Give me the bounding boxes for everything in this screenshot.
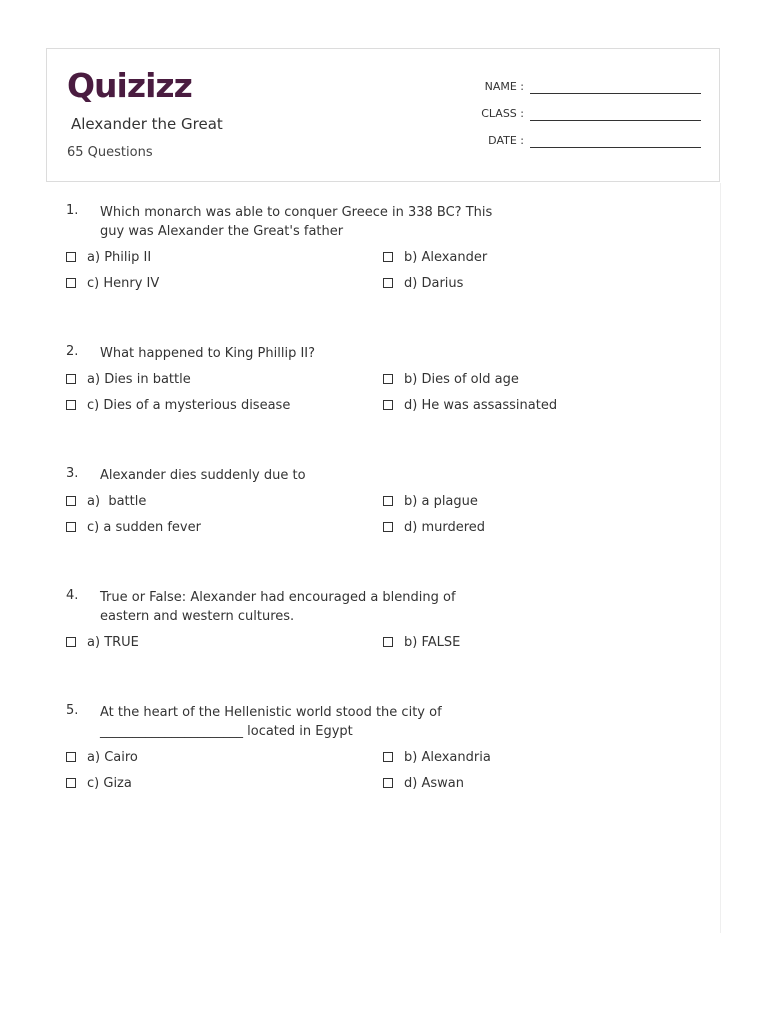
checkbox[interactable] [66,496,76,506]
checkbox[interactable] [383,752,393,762]
option-a[interactable] [66,492,146,510]
class-label: CLASS : [481,107,524,120]
worksheet-title: Alexander the Great [71,115,223,133]
name-field[interactable] [447,80,702,100]
option-text: He was assassinated [421,397,558,413]
checkbox[interactable] [66,400,76,410]
option-d[interactable] [383,396,557,414]
checkbox[interactable] [66,374,76,384]
name-label: NAME : [484,80,524,93]
option-text: Alexander [421,249,488,265]
quizizz-logo [67,67,199,107]
option-text: Philip II [104,249,152,265]
option-a[interactable] [66,748,138,766]
option-letter: b) [404,371,418,387]
option-letter: d) [404,397,418,413]
checkbox[interactable] [66,522,76,532]
page-edge-line [720,183,721,933]
option-text: Dies of old age [421,371,519,387]
checkbox[interactable] [383,637,393,647]
option-text: Henry IV [103,275,160,291]
option-a[interactable] [66,633,139,651]
question-text: True or False: Alexander had encouraged a blending of eastern and western cultures. [100,590,456,624]
option-letter: b) [404,634,418,650]
option-text: Giza [103,775,132,791]
checkbox[interactable] [66,778,76,788]
option-letter: d) [404,775,418,791]
option-text: Dies in battle [104,371,191,387]
option-d[interactable] [383,774,464,792]
question-number: 1. [66,203,79,218]
checkbox[interactable] [383,278,393,288]
date-label: DATE : [488,134,524,147]
option-text: a plague [421,493,478,509]
option-a[interactable] [66,370,191,388]
option-letter: c) [87,397,100,413]
option-b[interactable] [383,370,519,388]
logo-wordmark: Quizizz [67,67,192,105]
name-line[interactable] [530,93,701,94]
option-b[interactable] [383,248,487,266]
date-field[interactable] [447,134,702,154]
option-text: Alexandria [421,749,491,765]
option-letter: a) [87,371,101,387]
option-c[interactable] [66,274,159,292]
option-b[interactable] [383,748,491,766]
date-line[interactable] [530,147,701,148]
option-a[interactable] [66,248,151,266]
worksheet-header [46,48,720,182]
question-number: 4. [66,588,79,603]
checkbox[interactable] [383,400,393,410]
option-text: FALSE [421,634,461,650]
option-letter: a) [87,249,101,265]
option-d[interactable] [383,518,485,536]
option-letter: b) [404,749,418,765]
option-letter: c) [87,275,100,291]
option-letter: b) [404,493,418,509]
question-text: Alexander dies suddenly due to [100,468,306,483]
option-c[interactable] [66,396,290,414]
option-text: battle [104,493,147,509]
option-b[interactable] [383,633,460,651]
question-number: 2. [66,344,79,359]
question-text: What happened to King Phillip II? [100,346,316,361]
checkbox[interactable] [66,278,76,288]
checkbox[interactable] [66,752,76,762]
option-text: Dies of a mysterious disease [103,397,291,413]
option-text: Aswan [421,775,464,791]
option-letter: b) [404,249,418,265]
checkbox[interactable] [383,374,393,384]
option-text: murdered [421,519,486,535]
option-letter: d) [404,275,418,291]
option-c[interactable] [66,774,132,792]
class-line[interactable] [530,120,701,121]
checkbox[interactable] [66,252,76,262]
option-c[interactable] [66,518,201,536]
option-letter: a) [87,493,101,509]
question-number: 5. [66,703,79,718]
checkbox[interactable] [66,637,76,647]
option-text: Darius [421,275,464,291]
option-letter: a) [87,749,101,765]
option-letter: d) [404,519,418,535]
checkbox[interactable] [383,522,393,532]
option-d[interactable] [383,274,463,292]
checkbox[interactable] [383,778,393,788]
option-letter: a) [87,634,101,650]
question-count: 65 Questions [67,145,153,160]
class-field[interactable] [447,107,702,127]
question-number: 3. [66,466,79,481]
option-text: TRUE [104,634,139,650]
question-text: At the heart of the Hellenistic world stood the city of ______________________ located in Egypt [100,705,442,739]
option-text: a sudden fever [103,519,201,535]
option-letter: c) [87,775,100,791]
option-b[interactable] [383,492,478,510]
checkbox[interactable] [383,496,393,506]
checkbox[interactable] [383,252,393,262]
question-text: Which monarch was able to conquer Greece in 338 BC? This guy was Alexander the Great's father [100,205,493,239]
option-letter: c) [87,519,100,535]
option-text: Cairo [104,749,138,765]
